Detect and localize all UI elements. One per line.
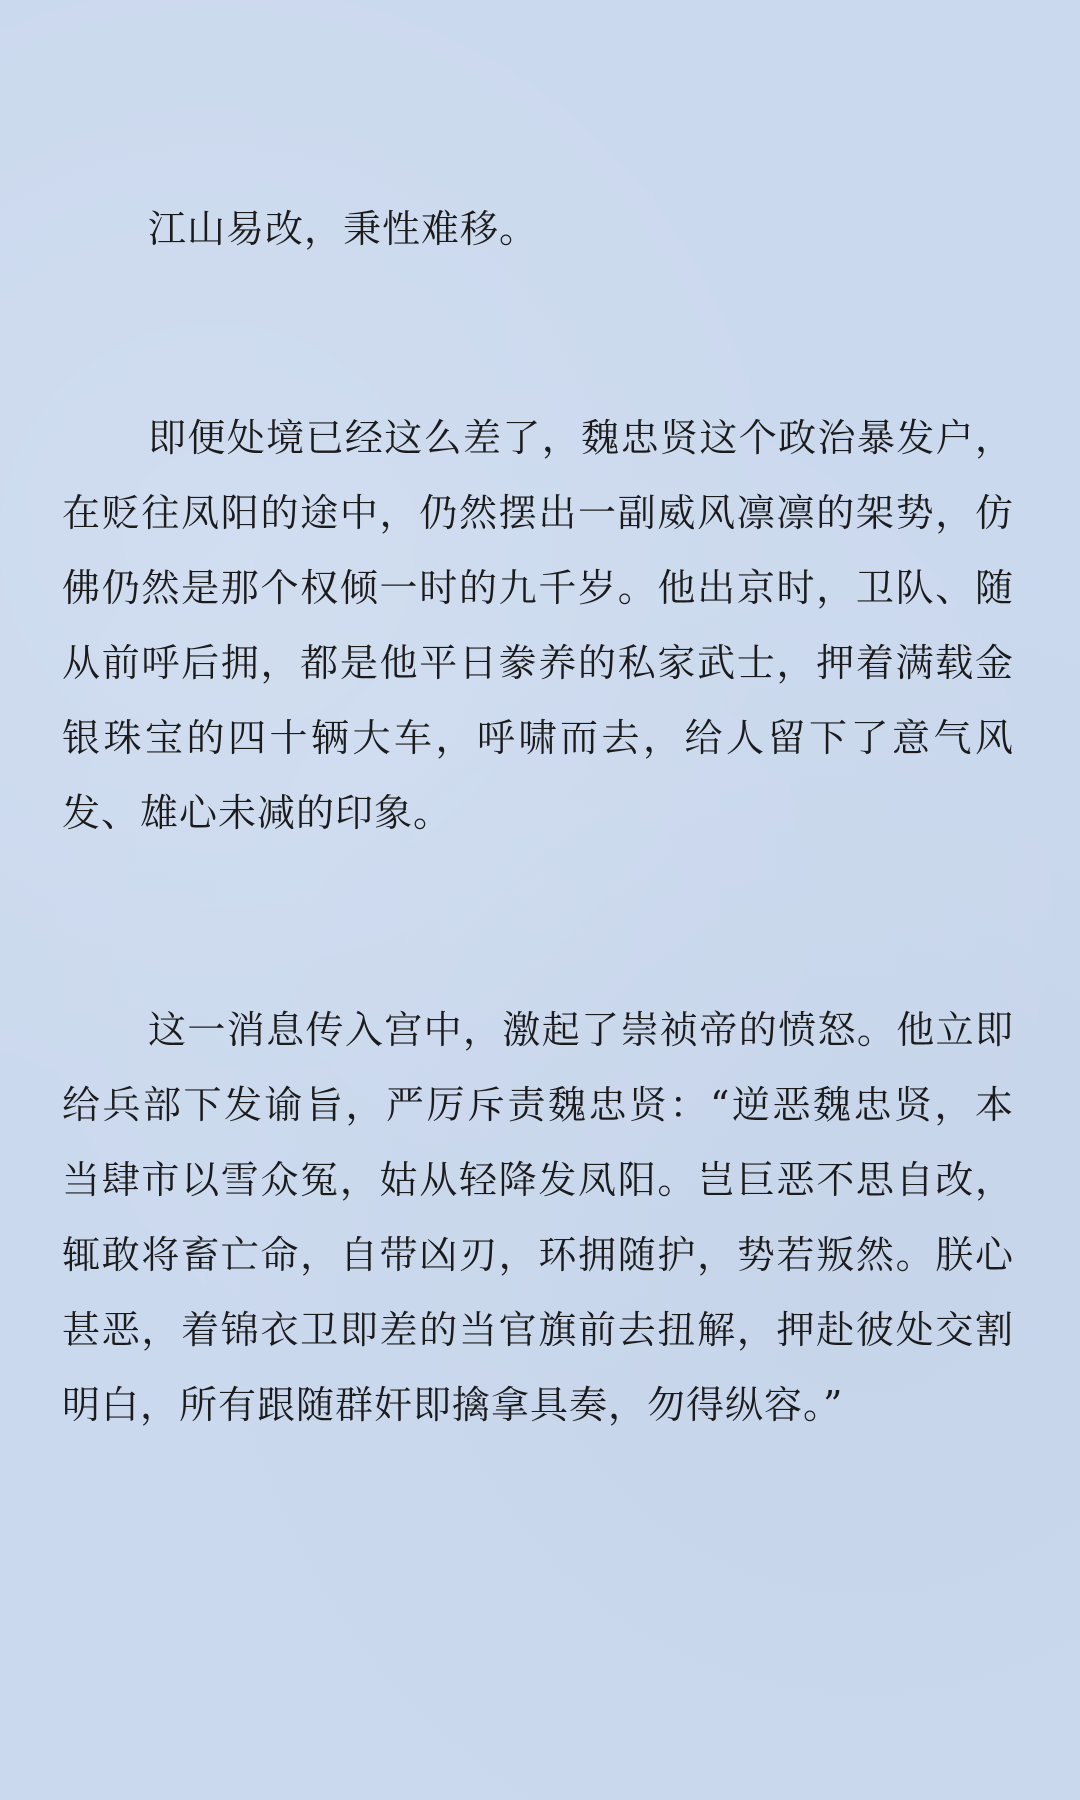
paragraph-3: 这一消息传入宫中，激起了崇祯帝的愤怒。他立即给兵部下发谕旨，严厉斥责魏忠贤：“逆恶魏忠贤，本当肆市以雪众冤，姑从轻降发凤阳。岂巨恶不思自改，辄敢将畜亡命，自带凶刃，环拥随护，势若叛然。朕心甚恶，着锦衣卫即差的当官旗前去扭解，押赴彼处交割明白，所有跟随群奸即擒拿具奏，勿得纵容。” xyxy=(62,1008,1014,1427)
paragraph-1: 江山易改，秉性难移。 xyxy=(148,207,539,251)
paragraph-2: 即便处境已经这么差了，魏忠贤这个政治暴发户，在贬往凤阳的途中，仍然摆出一副威风凛凛的架势，仿佛仍然是那个权倾一时的九千岁。他出京时，卫队、随从前呼后拥，都是他平日豢养的私家武士，押着满载金银珠宝的四十辆大车，呼啸而去，给人留下了意气风发、雄心未减的印象。 xyxy=(62,416,1014,835)
